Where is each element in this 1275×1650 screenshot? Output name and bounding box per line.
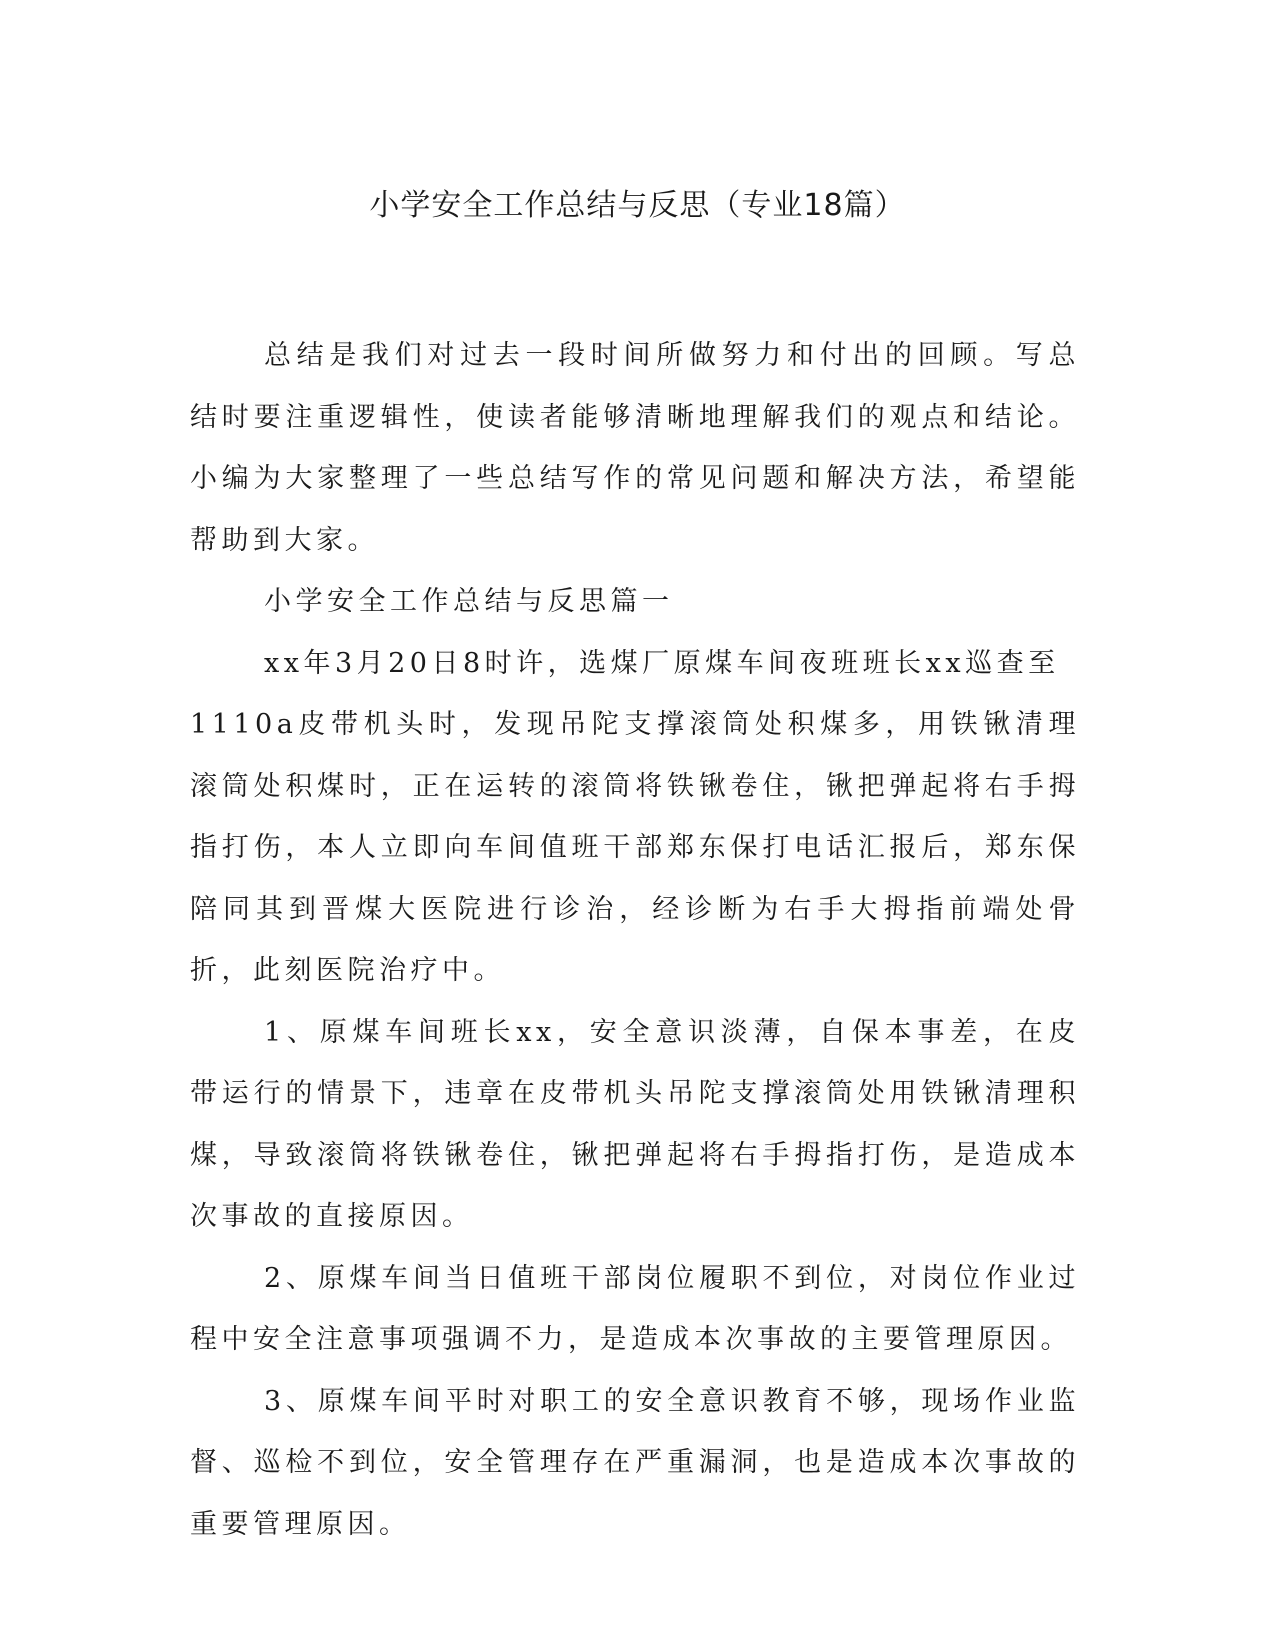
incident-paragraph: 1110a皮带机头时，发现吊陀支撑滚筒处积煤多，用铁锹清理滚筒处积煤时，正在运转的滚筒将铁锹卷住，锹把弹起将右手拇指打伤，本人立即向车间值班干部郑东保打电话汇报后，郑东保陪同其到晋煤大医院进行诊治，经诊断为右手大拇指前端处骨折，此刻医院治疗中。 [190,709,1080,986]
document-body [190,325,1080,1555]
cause-paragraph-2: 2、原煤车间当日值班干部岗位履职不到位，对岗位作业过程中安全注意事项强调不力，是造成本次事故的主要管理原因。 [190,1262,1080,1355]
cause-paragraph-3: 3、原煤车间平时对职工的安全意识教育不够，现场作业监督、巡检不到位，安全管理存在严重漏洞，也是造成本次事故的重要管理原因。 [190,1385,1080,1540]
cause-paragraph-1: 1、原煤车间班长xx，安全意识淡薄，自保本事差，在皮带运行的情景下，违章在皮带机头吊陀支撑滚筒处用铁锹清理积煤，导致滚筒将铁锹卷住，锹把弹起将右手拇指打伤，是造成本次事故的直接原因。 [190,1016,1080,1232]
section-heading: 小学安全工作总结与反思篇一 [264,586,674,617]
intro-paragraph: 总结是我们对过去一段时间所做努力和付出的回顾。写总结时要注重逻辑性，使读者能够清晰地理解我们的观点和结论。小编为大家整理了一些总结写作的常见问题和解决方法，希望能帮助到大家。 [190,340,1080,556]
document-title: 小学安全工作总结与反思（专业18篇） [369,188,906,223]
incident-paragraph-line: xx年3月20日8时许，选煤厂原煤车间夜班班长xx巡查至 [264,647,1060,679]
